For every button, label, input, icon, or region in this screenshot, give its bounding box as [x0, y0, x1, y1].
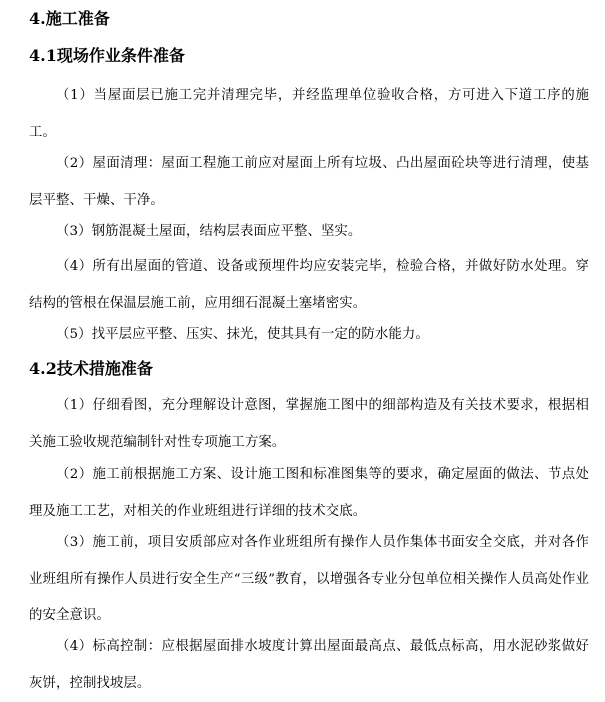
paragraph-tech-1: （1）仔细看图，充分理解设计意图，掌握施工图中的细部构造及有关技术要求，根据相关施工验收规范编制针对性专项施工方案。	[29, 398, 589, 450]
paragraph-tech-2: （2）施工前根据施工方案、设计施工图和标准图集等的要求，确定屋面的做法、节点处理及施工工艺，对相关的作业班组进行详细的技术交底。	[29, 467, 589, 519]
paragraph-site-3: （3）钢筋混凝土屋面，结构层表面应平整、坚实。	[56, 224, 362, 239]
section-heading: 4.施工准备	[29, 9, 110, 28]
subsection-heading-site-conditions: 4.1现场作业条件准备	[29, 46, 185, 65]
paragraph-site-4: （4）所有出屋面的管道、设备或预埋件均应安装完毕，检验合格，并做好防水处理。穿结构的管根在保温层施工前，应用细石混凝土塞堵密实。	[29, 259, 589, 311]
paragraph-site-2: （2）屋面清理：屋面工程施工前应对屋面上所有垃圾、凸出屋面砼块等进行清理，使基层平整、干燥、干净。	[29, 156, 589, 208]
paragraph-site-5: （5）找平层应平整、压实、抹光，使其具有一定的防水能力。	[56, 327, 429, 342]
paragraph-tech-4: （4）标高控制：应根据屋面排水坡度计算出屋面最高点、最低点标高，用水泥砂浆做好灰饼，控制找坡层。	[29, 639, 589, 691]
paragraph-site-1: （1）当屋面层已施工完并清理完毕，并经监理单位验收合格，方可进入下道工序的施工。	[29, 88, 589, 140]
subsection-heading-technical-measures: 4.2技术措施准备	[29, 359, 153, 378]
paragraph-tech-3: （3）施工前，项目安质部应对各作业班组所有操作人员作集体书面安全交底，并对各作业班组所有操作人员进行安全生产“三级”教育，以增强各专业分包单位相关操作人员高处作业的安全意识。	[29, 535, 589, 623]
